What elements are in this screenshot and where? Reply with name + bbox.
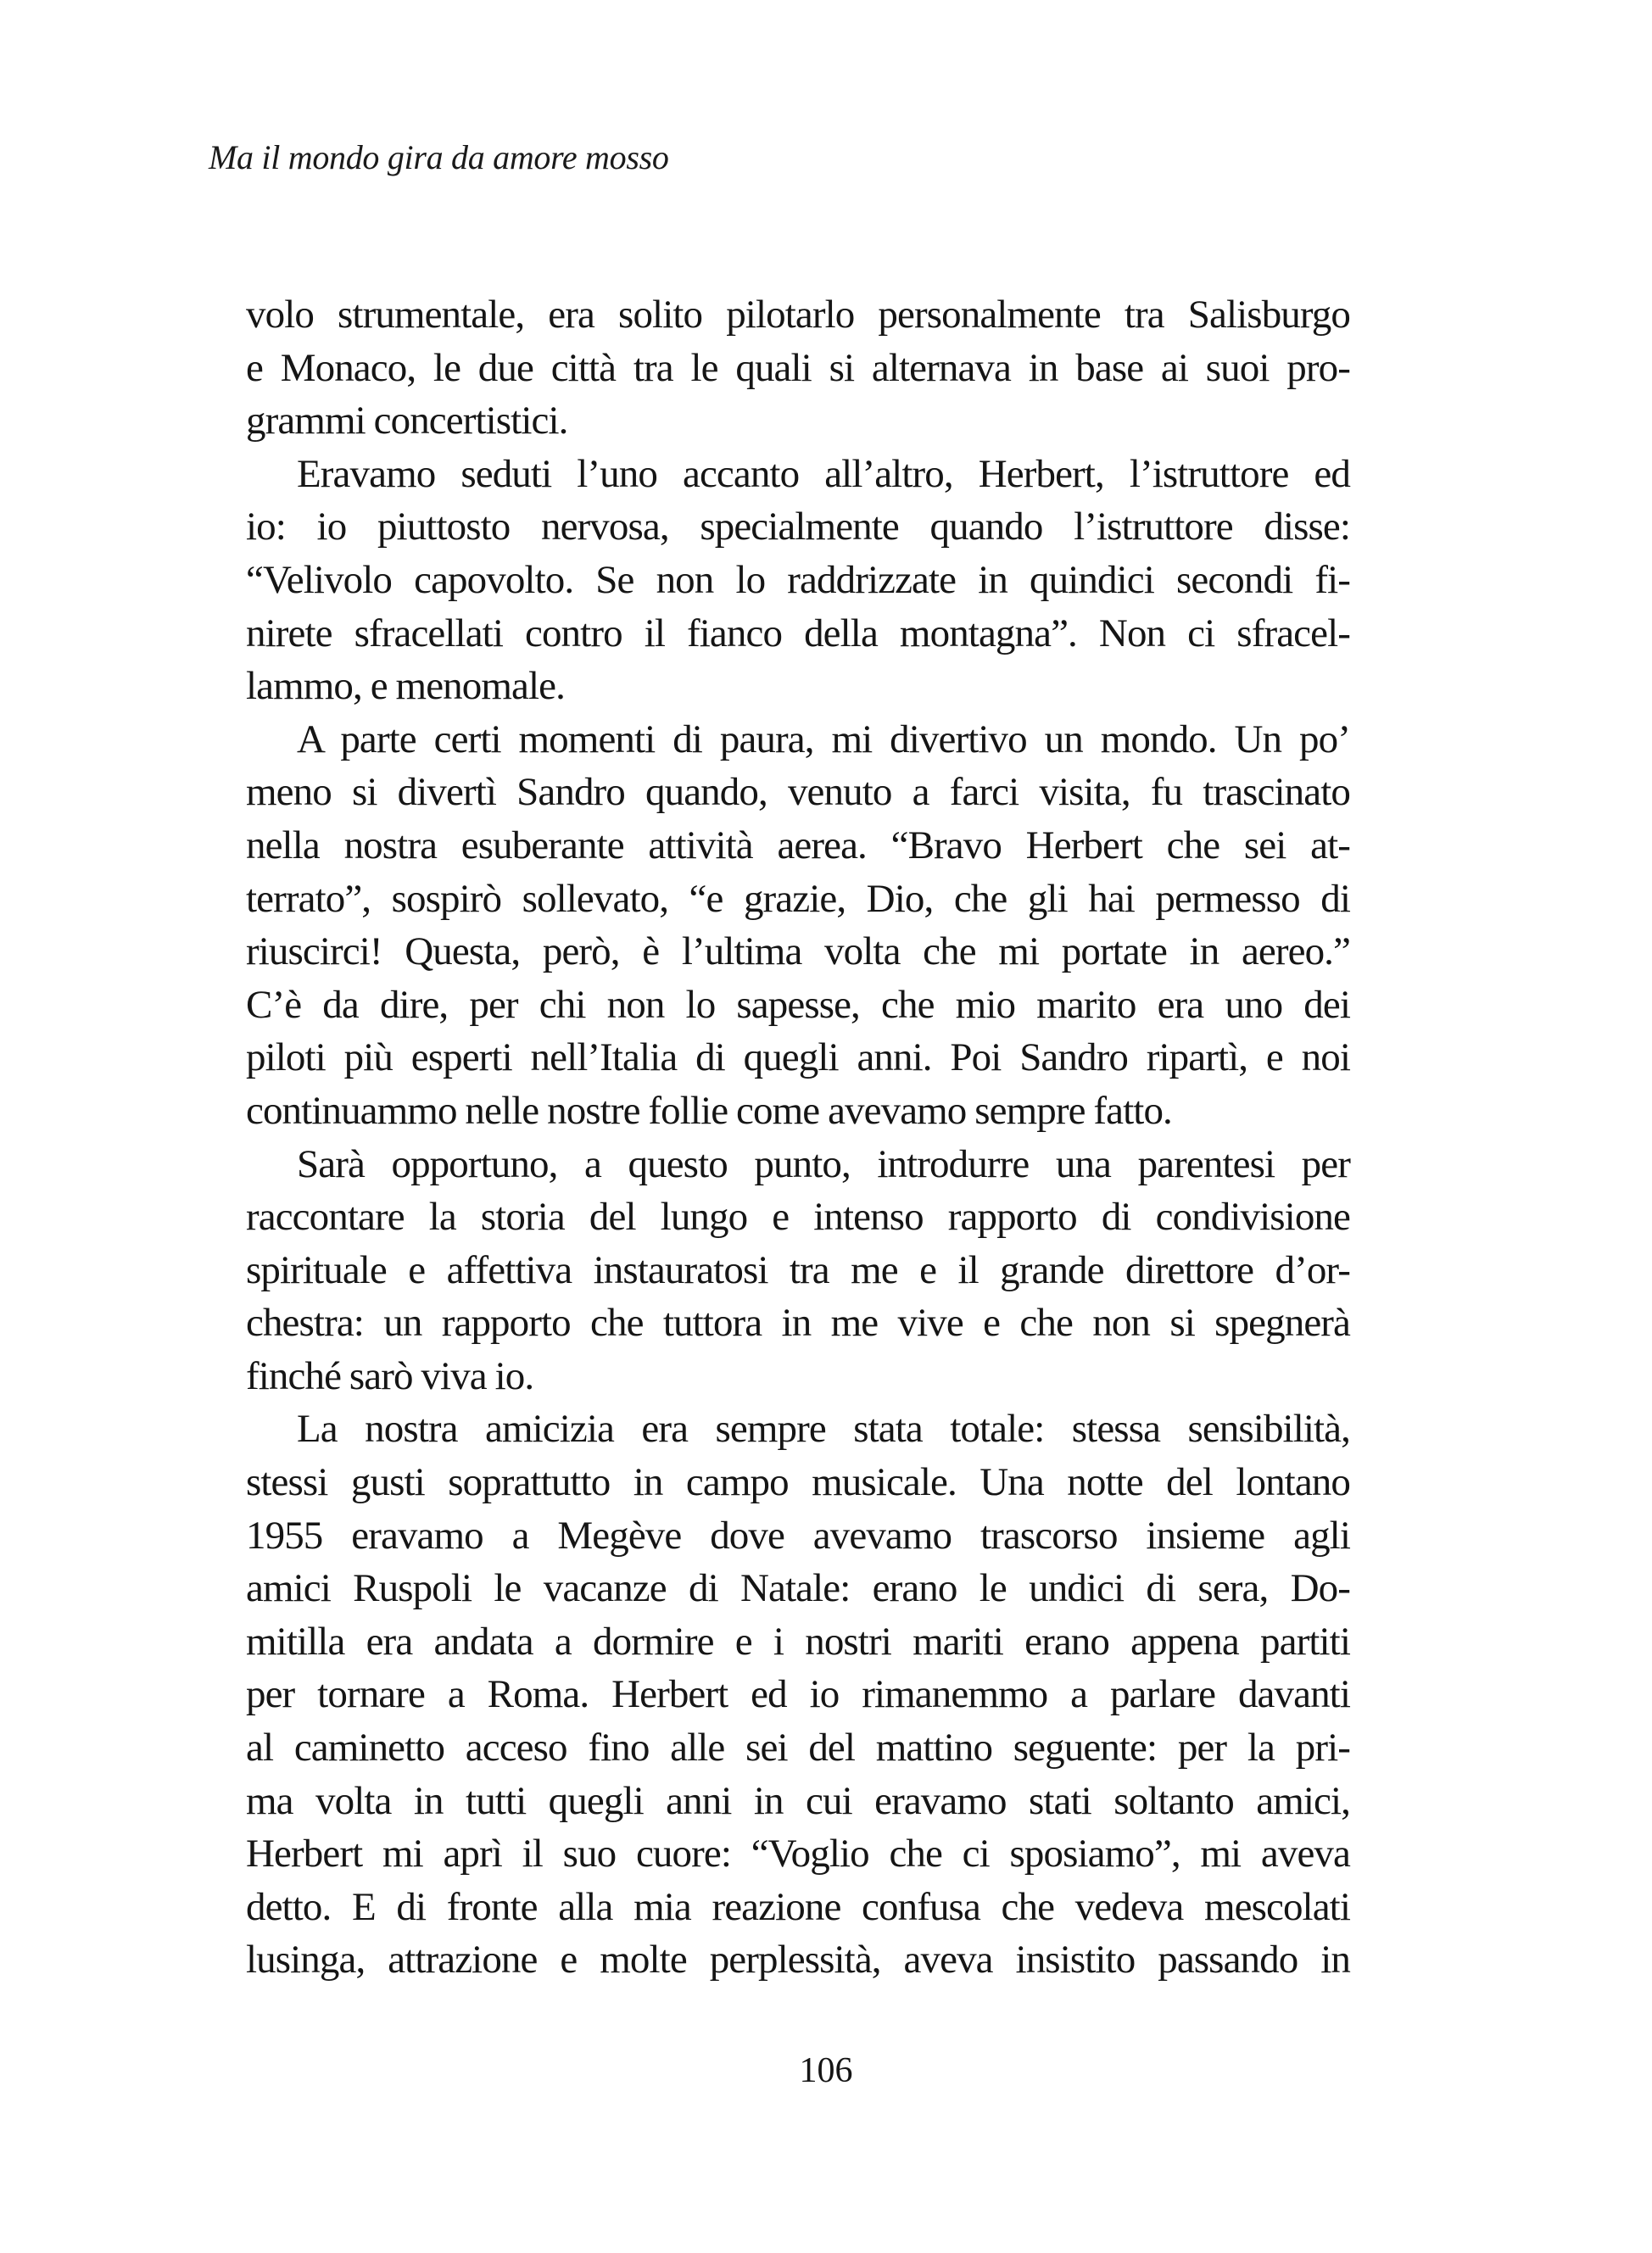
text-line: La nostra amicizia era sempre stata totale: stessa sensibilità,	[297, 1407, 1350, 1452]
text-line: lusinga, attrazione e molte perplessità, aveva insistito passando in	[246, 1938, 1350, 1983]
paragraph	[246, 448, 1350, 713]
paragraph	[246, 288, 1350, 448]
text-line: terrato”, sospirò sollevato, “e grazie, Dio, che gli hai permesso di	[246, 876, 1350, 921]
text-line: nirete sfracellati contro il fianco della montagna”. Non ci sfracel-	[246, 611, 1350, 655]
text-line: spirituale e affettiva instauratosi tra me e il grande direttore d’or-	[246, 1247, 1350, 1292]
text-line: chestra: un rapporto che tuttora in me vive e che non si spegnerà	[246, 1301, 1350, 1346]
text-line: Herbert mi aprì il suo cuore: “Voglio che ci sposiamo”, mi aveva	[246, 1832, 1350, 1877]
text-line: raccontare la storia del lungo e intenso rapporto di condivisione	[246, 1195, 1350, 1240]
text-line: C’è da dire, per chi non lo sapesse, che mio marito era uno dei	[246, 982, 1350, 1027]
text-line: amici Ruspoli le vacanze di Natale: erano le undici di sera, Do-	[246, 1566, 1350, 1611]
text-line: stessi gusti soprattutto in campo musicale. Una notte del lontano	[246, 1460, 1350, 1505]
text-line: io: io piuttosto nervosa, specialmente quando l’istruttore disse:	[246, 505, 1350, 549]
text-line: mitilla era andata a dormire e i nostri mariti erano appena partiti	[246, 1619, 1350, 1664]
text-line: per tornare a Roma. Herbert ed io rimanemmo a parlare davanti	[246, 1672, 1350, 1717]
text-line: Eravamo seduti l’uno accanto all’altro, Herbert, l’istruttore ed	[297, 451, 1350, 496]
text-line: 1955 eravamo a Megève dove avevamo trascorso insieme agli	[246, 1513, 1350, 1558]
page-number: 106	[799, 2051, 853, 2090]
text-line: continuammo nelle nostre follie come avevamo sempre fatto.	[246, 1088, 1172, 1133]
paragraph	[246, 713, 1350, 1138]
text-line: Sarà opportuno, a questo punto, introdurre una parentesi per	[297, 1141, 1350, 1186]
text-line: detto. E di fronte alla mia reazione confusa che vedeva mescolati	[246, 1884, 1350, 1929]
text-line: “Velivolo capovolto. Se non lo raddrizzate in quindici secondi fi-	[246, 557, 1350, 602]
text-line: al caminetto acceso fino alle sei del mattino seguente: per la pri-	[246, 1726, 1350, 1771]
paragraph	[246, 1403, 1350, 1987]
text-line: e Monaco, le due città tra le quali si alternava in base ai suoi pro-	[246, 345, 1350, 390]
running-head: Ma il mondo gira da amore mosso	[209, 138, 669, 176]
text-line: riuscirci! Questa, però, è l’ultima volta che mi portate in aereo.”	[246, 929, 1350, 974]
text-line: grammi concertistici.	[246, 399, 568, 443]
text-line: meno si divertì Sandro quando, venuto a farci visita, fu trascinato	[246, 770, 1350, 815]
text-line: piloti più esperti nell’Italia di quegli anni. Poi Sandro ripartì, e noi	[246, 1035, 1350, 1080]
text-line: finché sarò viva io.	[246, 1353, 534, 1398]
paragraph	[246, 1138, 1350, 1403]
text-line: ma volta in tutti quegli anni in cui eravamo stati soltanto amici,	[246, 1778, 1350, 1823]
text-line: A parte certi momenti di paura, mi divertivo un mondo. Un po’	[297, 717, 1350, 761]
body-text	[246, 288, 1350, 1987]
text-line: volo strumentale, era solito pilotarlo personalmente tra Salisburgo	[246, 293, 1350, 337]
text-line: nella nostra esuberante attività aerea. “Bravo Herbert che sei at-	[246, 823, 1350, 867]
text-line: lammo, e menomale.	[246, 664, 565, 709]
